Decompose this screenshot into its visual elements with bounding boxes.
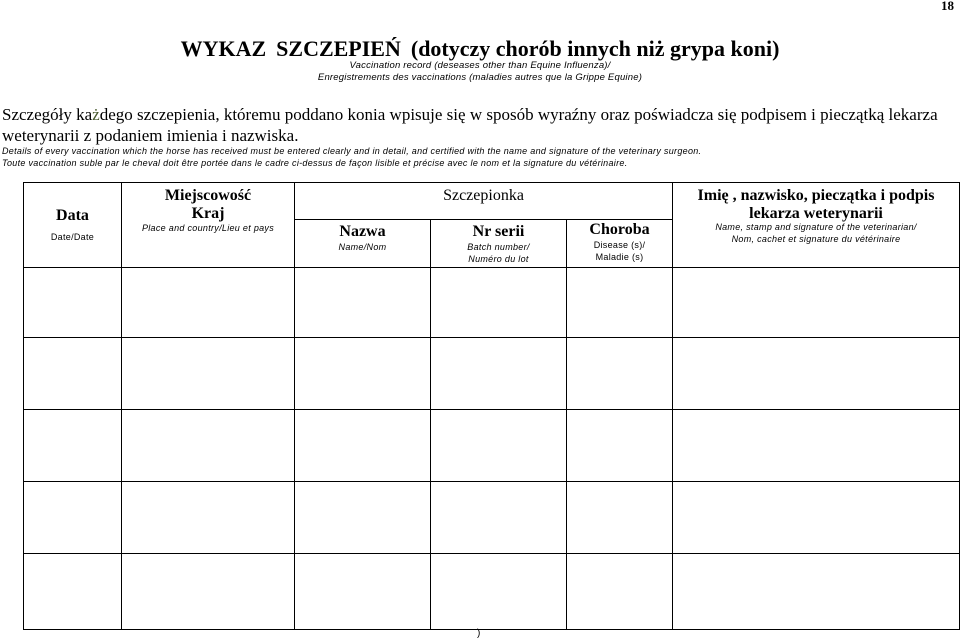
cell-vet[interactable] [673,482,960,554]
cell-date[interactable] [24,268,122,338]
cell-vet[interactable] [673,338,960,410]
cell-disease[interactable] [567,410,673,482]
intro-polish-highlight: ż [92,105,100,124]
header-vet-sub-1: Name, stamp and signature of the veterinarian/ [715,222,917,232]
page-title [0,36,960,62]
table-row [24,482,960,554]
cell-batch[interactable] [431,268,567,338]
vaccination-table [23,182,960,630]
cell-name[interactable] [295,554,431,630]
cell-batch[interactable] [431,482,567,554]
cell-date[interactable] [24,482,122,554]
cell-name[interactable] [295,482,431,554]
header-batch-sub-1: Batch number/ [467,242,530,253]
header-place-sub: Place and country/Lieu et pays [141,223,275,233]
table-row [24,410,960,482]
cell-disease[interactable] [567,338,673,410]
header-vaccine-group [295,183,673,220]
header-disease-sub-1: Disease (s)/ [593,240,646,251]
cell-place[interactable] [122,554,295,630]
cell-date[interactable] [24,554,122,630]
header-vaccine-name [295,220,431,268]
cell-disease[interactable] [567,554,673,630]
header-date-label: Data [56,207,89,224]
subtitle-english: Vaccination record (deseases other than Equine Influenza)/ [349,60,611,71]
cell-place[interactable] [122,410,295,482]
intro-polish [2,104,958,146]
header-date [24,183,122,268]
subtitle-french: Enregistrements des vaccinations (maladies autres que la Grippe Equine) [317,72,643,83]
cell-vet[interactable] [673,410,960,482]
cell-name[interactable] [295,268,431,338]
intro-polish-start: Szczegóły ka [2,105,93,124]
header-name-sub: Name/Nom [338,242,387,253]
cell-batch[interactable] [431,554,567,630]
cell-batch[interactable] [431,338,567,410]
header-vet-label-2: lekarza weterynarii [749,205,883,222]
header-date-sub: Date/Date [50,232,95,242]
header-vet-sub-2: Nom, cachet et signature du vétérinaire [731,234,901,244]
cell-batch[interactable] [431,410,567,482]
page-number: 18 [941,0,954,13]
header-disease-label: Choroba [589,221,650,239]
intro-polish-rest: dego szczepienia, któremu poddano konia wpisuje się w sposób wyraźny oraz poświadcza się podpisem i pieczątką lekarza weterynarii z podaniem imienia i nazwiska. [2,105,938,145]
cell-vet[interactable] [673,268,960,338]
cell-disease[interactable] [567,482,673,554]
header-name-label: Nazwa [339,223,386,241]
header-disease-sub-2: Maladie (s) [595,252,644,263]
header-place [122,183,295,268]
cell-date[interactable] [24,410,122,482]
footer-mark: ) [477,628,481,639]
intro-english: Details of every vaccination which the horse has received must be entered clearly and in detail, and certified with the name and signature of the veterinary surgeon. [2,146,702,156]
cell-name[interactable] [295,338,431,410]
title-part-1: WYKAZ [180,36,267,61]
header-place-label-2: Kraj [191,205,225,222]
header-vaccine-label: Szczepionka [443,187,524,204]
header-vaccine-disease [567,220,673,268]
cell-vet[interactable] [673,554,960,630]
title-part-2: SZCZEPIEŃ [276,36,401,61]
table-row [24,554,960,630]
title-part-3: (dotyczy chorób innych niż grypa koni) [410,36,780,61]
cell-name[interactable] [295,410,431,482]
header-place-label-1: Miejscowość [164,187,252,204]
header-batch-label: Nr serii [472,223,525,241]
cell-date[interactable] [24,338,122,410]
intro-french: Toute vaccination suble par le cheval doit être portée dans le cadre ci-dessus de façon lisible et précise avec le nom et la signature du vétérinaire. [2,158,628,168]
cell-place[interactable] [122,482,295,554]
header-vaccine-batch [431,220,567,268]
header-vet-label-1: Imię , nazwisko, pieczątka i podpis [697,187,935,204]
header-batch-sub-2: Numéro du lot [468,254,529,265]
cell-disease[interactable] [567,268,673,338]
table-row [24,338,960,410]
cell-place[interactable] [122,268,295,338]
header-vet [673,183,960,268]
cell-place[interactable] [122,338,295,410]
table-row [24,268,960,338]
